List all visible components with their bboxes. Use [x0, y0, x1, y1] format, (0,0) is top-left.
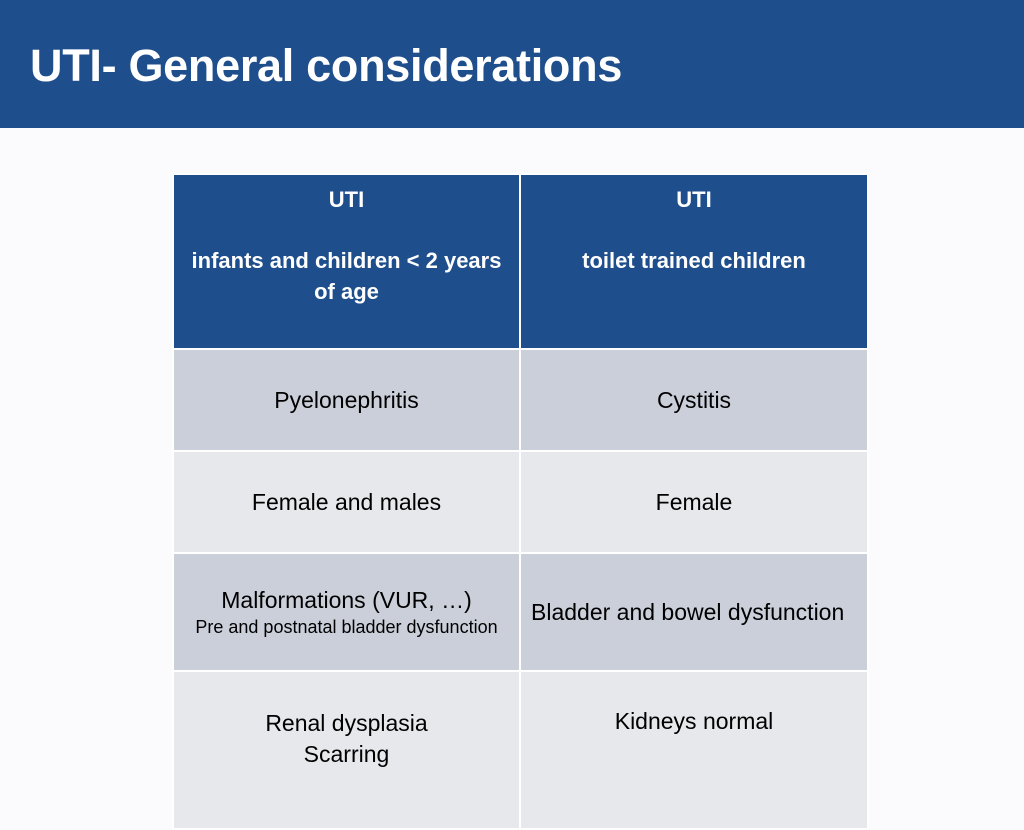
- title-bar: [0, 0, 1024, 128]
- table-row: [173, 349, 868, 451]
- cell-sub-text: Pre and postnatal bladder dysfunction: [195, 617, 498, 637]
- table-cell: [173, 553, 520, 671]
- table-row: [173, 553, 868, 671]
- table-cell: Female: [520, 451, 868, 553]
- header-sublabel: toilet trained children: [582, 248, 806, 273]
- table-cell: Cystitis: [520, 349, 868, 451]
- slide-title: UTI- General considerations: [30, 40, 623, 91]
- cell-text: Renal dysplasia: [265, 710, 428, 736]
- header-sublabel: infants and children < 2 years of age: [191, 248, 502, 304]
- comparison-table: [172, 173, 869, 830]
- table-cell: Bladder and bowel dysfunction: [520, 553, 868, 671]
- cell-text: Scarring: [303, 741, 390, 767]
- table-row: [173, 451, 868, 553]
- header-cell-infants: [173, 174, 520, 349]
- header-cell-toilet-trained: [520, 174, 868, 349]
- header-label: UTI: [676, 187, 712, 212]
- table-row: [173, 671, 868, 829]
- table-cell: Kidneys normal: [520, 671, 868, 829]
- table-cell: Female and males: [173, 451, 520, 553]
- header-label: UTI: [328, 187, 365, 212]
- cell-main-text: Malformations (VUR, …): [221, 587, 472, 613]
- table-cell: [173, 671, 520, 829]
- table-cell: Pyelonephritis: [173, 349, 520, 451]
- header-row: [173, 174, 868, 349]
